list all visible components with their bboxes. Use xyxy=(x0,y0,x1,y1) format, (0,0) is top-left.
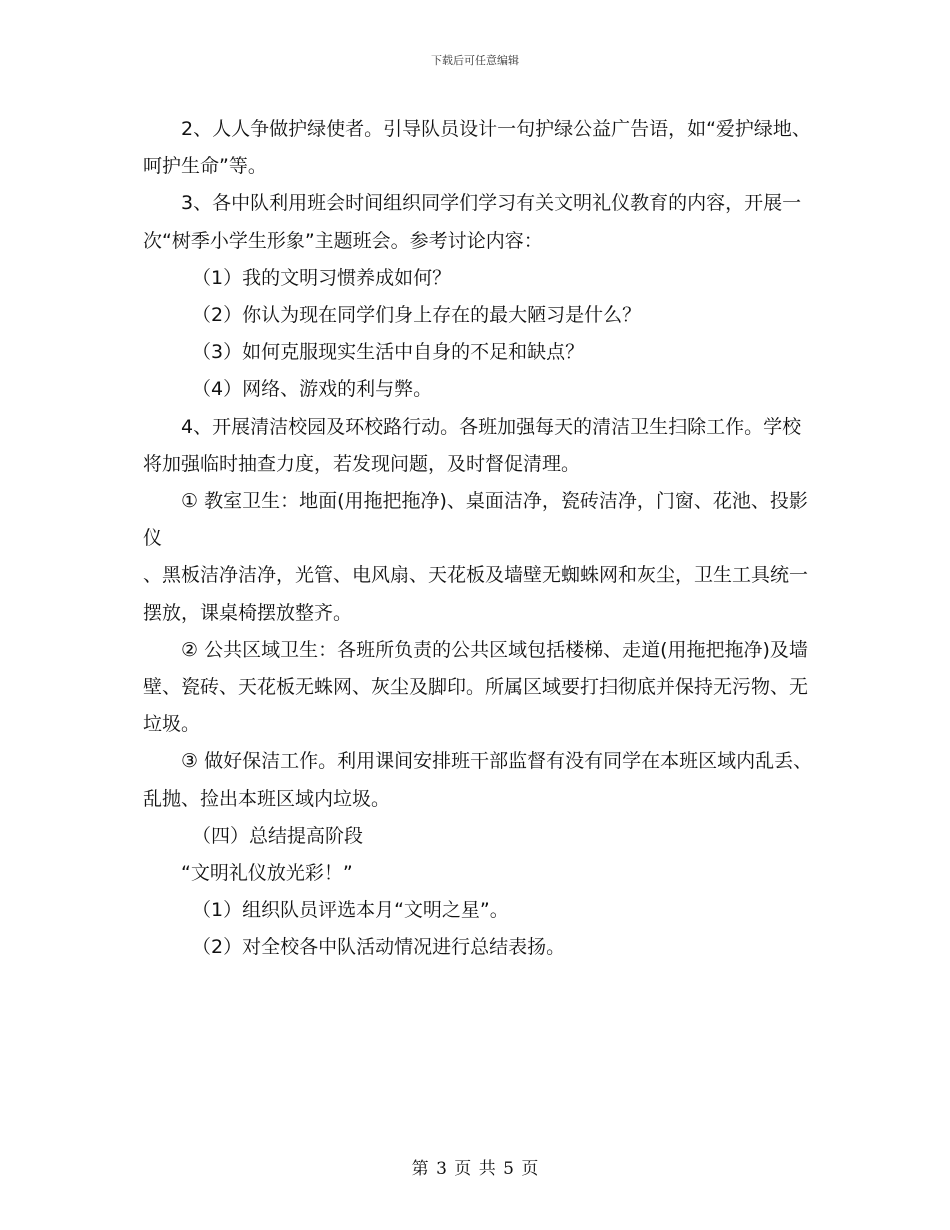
page-number: 第 3 页 共 5 页 xyxy=(411,1159,539,1179)
list-item: （1）我的文明习惯养成如何？ xyxy=(192,266,452,289)
list-item: （2）对全校各中队活动情况进行总结表扬。 xyxy=(192,936,566,959)
section-heading: （四）总结提高阶段 xyxy=(192,824,364,847)
paragraph: ① 教室卫生：地面(用拖把拖净)、桌面洁净，瓷砖洁净，门窗、花池、投影仪 xyxy=(143,490,808,550)
list-item: （4）网络、游戏的利与弊。 xyxy=(192,378,433,401)
paragraph: 、黑板洁净洁净，光管、电风扇、天花板及墙壁无蜘蛛网和灰尘，卫生工具统一摆放，课桌椅摆放整齐。 xyxy=(143,564,809,624)
list-item: （1）组织队员评选本月“文明之星”。 xyxy=(192,899,509,922)
paragraph: “文明礼仪放光彩！” xyxy=(181,862,353,885)
list-item: （2）你认为现在同学们身上存在的最大陋习是什么？ xyxy=(192,304,642,327)
paragraph: ③ 做好保洁工作。利用课间安排班干部监督有没有同学在本班区域内乱丢、乱抛、捡出本班区域内垃圾。 xyxy=(143,750,813,810)
paragraph: 3、各中队利用班会时间组织同学们学习有关文明礼仪教育的内容，开展一次“树季小学生形象”主题班会。参考讨论内容： xyxy=(143,192,802,252)
paragraph: ② 公共区域卫生：各班所负责的公共区域包括楼梯、走道(用拖把拖净)及墙壁、瓷砖、天花板无蛛网、灰尘及脚印。所属区域要打扫彻底并保持无污物、无垃圾。 xyxy=(143,638,809,736)
paragraph: 4、开展清洁校园及环校路行动。各班加强每天的清洁卫生扫除工作。学校将加强临时抽查力度，若发现问题，及时督促清理。 xyxy=(143,415,802,475)
paragraph: 2、人人争做护绿使者。引导队员设计一句护绿公益广告语，如“爱护绿地、呵护生命”等。 xyxy=(143,118,811,178)
page-header: 下载后可任意编辑 xyxy=(431,54,519,67)
document-body xyxy=(143,111,813,967)
list-item: （3）如何克服现实生活中自身的不足和缺点？ xyxy=(192,341,585,364)
